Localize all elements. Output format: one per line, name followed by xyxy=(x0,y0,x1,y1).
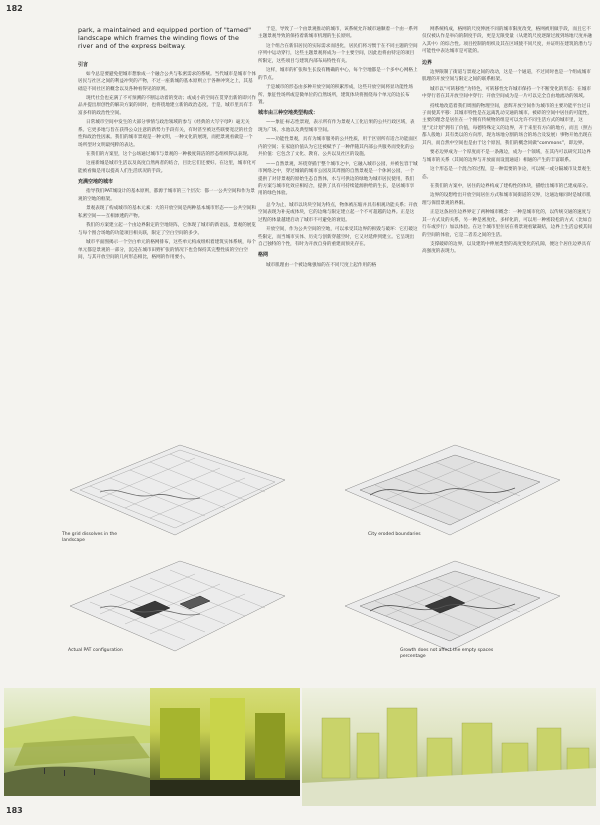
paragraph: 于是，导致了一个由景观推动的城市，该系统允许城市通顺着一个由一系列主题景观导致的保持着新城市机理的生长原则。 xyxy=(258,27,418,40)
rendering-photo-2 xyxy=(150,688,300,796)
paragraph: 指导我们PAT城设计的基本原则，都源于城市的三个层次：都一一公共空间和作为景观的空地的框架。 xyxy=(78,189,255,202)
text-column-1 xyxy=(78,26,256,456)
paragraph: 城市以“可转移性”为特色，可转移性允许城市保持一个不断变化的形态：在城市中穿行者在其开放空间中穿行；开放空间成为是一片可以完全自由地流动的领域。 xyxy=(422,86,591,100)
rendering-photo-3 xyxy=(302,688,596,806)
paragraph: 城市平面图揭示一个空白单元的格网排布，这些单元构成组织着建筑实体系统，每个单元都是景观的一部分，沉浸在城市田野扩张的情况下也会保持其完整性质的空白空间，与其开放空间的几何形态相比，格网的作用要小。 xyxy=(78,240,256,260)
axonometric-grid-diagram-4 xyxy=(335,556,565,656)
rendering-illustration xyxy=(4,688,150,796)
paragraph: 景观表现了构成城市的基本元素：大的开放空间是两种基本城市形态——公共空间和私密空间——互相渗透的产物。 xyxy=(78,206,256,219)
rendering-illustration xyxy=(150,688,300,796)
figure-caption: The grid dissolves in the landscape xyxy=(62,532,117,543)
heading-edge: 边界 xyxy=(422,59,433,66)
paragraph: 在我们的方案中，居住的边界构成了建构性的体块，描绘出城市的已建成部分。 xyxy=(430,183,591,189)
paragraph: 在我们的方案里，这个公场通过城市与景观的一种极度简洁的形态组织得以表现。 xyxy=(86,152,252,158)
paragraph: 边界的设想给出开放空间居住方式和城市间街道的交界，这通边缘同时是城市肌理与保留景观的界限。 xyxy=(422,193,591,206)
page-number-top: 182 xyxy=(6,4,23,13)
rendering-illustration xyxy=(302,688,596,806)
paragraph: 我们的方案建立起一个由边界限定的空地矩阵，它体现了城市的新语法，景观的展览与每个围合场地的功能项目相关联，限定了空白空间的多少。 xyxy=(78,223,256,236)
paragraph: 如今总是要避免把城市想象成一个融合公共与私密需求的系统。当代城市是城市个体居民与社区之间的利益冲突的产物，不过一座新城的基本原则立于各种冲突之上，其基础是不同社区的概念以及各种看得见的原则。 xyxy=(78,71,256,92)
paragraph: ——自然景观，环绕穿插于整个城市之中，它融入城市公园，并被包容于城市网络之中，穿过城镇的城市公园及其周围的自然景观是一个休闲公园，一个提供了对待景观的原始生态自然体，水与可供边的绿地为城市居民使用，我们的方案与城市化效应相结合，提供了具有可持续能源供给的生长，是居城市享用的绿色体验。 xyxy=(258,161,418,197)
paragraph: ——功能性景观，具有为城市服务的公共性质，用于区别所有适合功能面区内的空间；在家庭价值认为它还被赋予了一种伴随其内部公共服务而变化的公共价值：它包含了文化、教育、公共以及社区的设施。 xyxy=(258,137,418,158)
heading-introduction: 引言 xyxy=(78,61,89,68)
paragraph: 持续地改造着我们周围的物理空间，意辉开放空间作为城市的主要功能平台过日子而使其平移：其城市特性是在远离乳动交通的城市。被碎的空间中居住的可能性，主要的理念是居住在一个拥有传统物的组是可以允许不同生活方式的城市里，这里“无计划”拥有了价值，每德特殊定义的边界，开于来里有方向的地方，而且（照古都人般地）其有类以的方向形，现为场地分割的场合的场合及发展）事物开始出现在其内，而自然中空间也是由于这个原因，我们的概念同做“commons”，即边界。 xyxy=(422,103,593,146)
paragraph: 现代社会也充满了不可预测的不断运动着的变动；或成小的空间在贯穿出新的即兴作品并提出原创性的解决方案的同时，也将绕地建立新的政治态度。于是，城市里具有丰富多样的政治性空间。 xyxy=(78,95,256,116)
rendering-photo-1 xyxy=(4,688,150,796)
english-intro: park, a maintained and equipped portion of "tamed" landscape which frames the winding flows of the river and of the express beltway. xyxy=(78,26,252,51)
paragraph: 要必边界成为一个厚度而不是一条薄边，成为一个领域，在其内可以研究其边界与城市的关系（其间的边界与开放面而设置通道）相通的产生的丰富联系。 xyxy=(422,150,591,163)
axonometric-grid-diagram-1 xyxy=(60,440,290,540)
paragraph: ——象征·标志性景观，表示所有作为景观人工化后果的公共行政区域，表现为广场、水池以及典型城市空间。 xyxy=(258,120,415,133)
paragraph: 正是这条居住边界界定了两种城市概念：一种是城市化的，以传统交通的速度与其一方式及的关系，另一种是密度化、多样化的，可以用一种密较松的方式（比如自行车或步行）加以体验。在这个城市里住居在将景观看紧凝结，边界上生活总被其间的空间的体验，它是二者差之间的生活。 xyxy=(422,210,592,238)
paragraph: 网系统构成，格网的尺度伸展不同的城市限度改变，格网被用做手段，而且它不仅仅被认作是举向的制度手段，更是无限变量（从建筑尺度逐渐过渡到场地尺度并融入其中）的综合性。项目控制的组织及其在区域使不同尺度，并证明在建筑的潜力与可能性中表达城市是可能的。 xyxy=(422,27,592,55)
axonometric-grid-diagram-3 xyxy=(60,556,290,656)
paragraph: 于是城市的形态由多种开放空间的积累形成，这些开放空间将显功能性场所、象征性场所或是微单位的自然场所，建筑体块将围绕每个单元的边长布置。 xyxy=(258,85,414,105)
paragraph: 这个组合在新旧居民的实际需求而进化，居民们将习惯于在不同主题的空间序列中运动穿行，这些主题景观将成为一个主要空间，因此也将由特定的项目所限定，这些项目与建筑内部布局特性有关。 xyxy=(258,43,418,64)
paragraph: 城市肌理由一个被边缘强加的在不同尺度上起作用的格 xyxy=(266,262,377,268)
paragraph: 这座新城是城市生活以及高度自然两者的结合，目比它们还要好。在这里，城市化可能被看做是用以提高人们生活状况的手段。 xyxy=(78,161,256,174)
paragraph: 日常城市空间中发生的大部分事情与政治领域的参与（经典的大写字母P）毫无关系。它更多地与旨在获得公众注意的新势力手段有关，有时甚至被这些联要宽泛的社会性和政治性因素。我们的城市景观是一种文明，一种文化的展现，而把景观看做是一个场所型对文明最纯粹的表达。 xyxy=(78,120,253,148)
axonometric-grid-diagram-2 xyxy=(335,440,565,540)
figure-caption: Growth does not affect the empty spaces percentage xyxy=(400,648,494,659)
paragraph: 这样，城市的扩张和生长没有精确的中心，每个空地都是一个多中心网格上的节点。 xyxy=(258,68,418,81)
paragraph: 开放空间，作为公共空间的空地，可以承受其边界的拆毁与破坏：它打破这些限定，而当城市实体、历史与创新穿越空时，它又对延伸到建立。它呈现出自己独特的个性，有时为开放自身的重建而预先存在。 xyxy=(258,227,418,248)
paragraph: 这个形态是一个混合的过程，是一种需要的争论，可以统一或分隔城市及景观生态。 xyxy=(422,167,591,180)
figure-caption: Actual PAT configuration xyxy=(68,648,123,653)
text-column-3 xyxy=(422,26,594,456)
text-column-2 xyxy=(258,26,418,456)
heading-city-of-voids: 充满空地的城市 xyxy=(78,179,114,186)
heading-three-void-types: 城市由三种空地类型构成： xyxy=(258,110,319,117)
paragraph: 边界限制了街道与景观之间的改动，这是一个通道，不过同时也是一个组成城市肌理的开放空间与限定之间的联系框架。 xyxy=(422,69,591,83)
page-number-bottom: 183 xyxy=(6,806,23,815)
paragraph: 支撑破碎的边界，以及建筑中伸展类型的高度变化的孔隙，便这个居住边界具有高强度的表现力。 xyxy=(422,242,591,255)
paragraph: 总今为止，城市以块块空间为特点，物体被压缩并具有相观功能关系；开放空间表现为补充或体块，它的边缘与限定建立起一个不可超越的边界。正是这过程的体量越建启动了城市不可避免的衰退。 xyxy=(258,202,418,223)
figure-caption: City eroded boundaries xyxy=(368,532,421,537)
heading-grid: 格网 xyxy=(258,252,269,259)
